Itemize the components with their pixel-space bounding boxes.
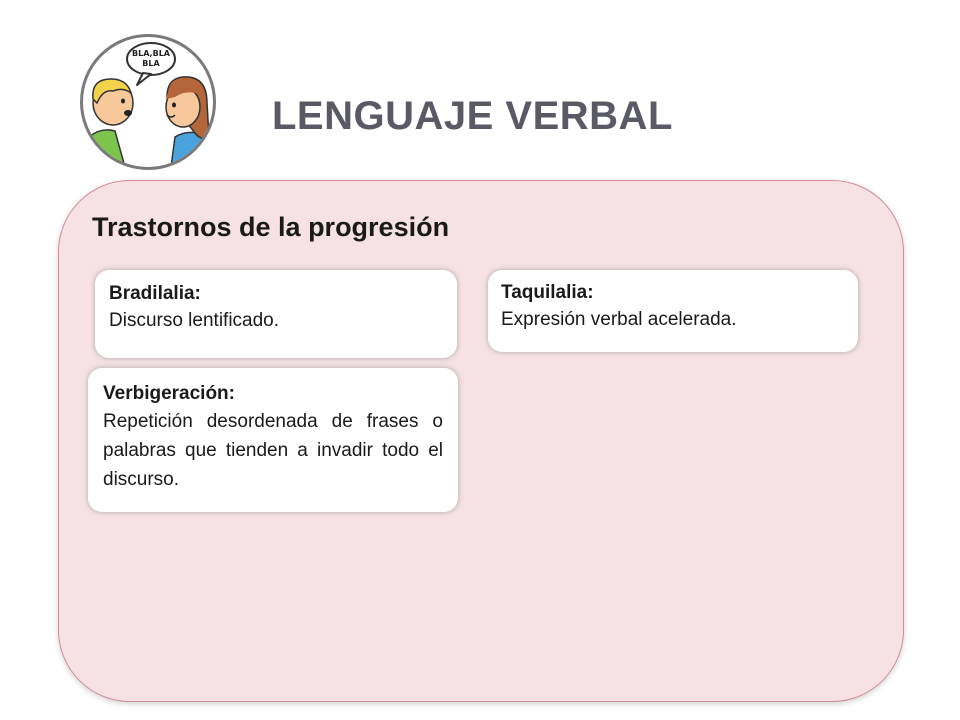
card-bradilalia bbox=[95, 270, 457, 358]
card-verbigeracion bbox=[88, 368, 458, 512]
card-taquilalia bbox=[488, 270, 858, 352]
card-title: Taquilalia: bbox=[501, 282, 594, 303]
section-heading: Trastornos de la progresión bbox=[92, 212, 450, 242]
talking-people-logo bbox=[80, 34, 216, 170]
svg-text:BLA: BLA bbox=[142, 59, 160, 68]
card-title: Bradilalia: bbox=[109, 283, 201, 304]
card-title: Verbigeración: bbox=[103, 383, 235, 404]
talking-people-icon bbox=[83, 37, 213, 167]
svg-text:BLA,BLA: BLA,BLA bbox=[132, 49, 170, 58]
card-text: Expresión verbal acelerada. bbox=[501, 309, 737, 330]
card-text: Repetición desordenada de frases o palabras que tienden a invadir todo el discurso. bbox=[103, 411, 443, 490]
card-text: Discurso lentificado. bbox=[109, 310, 280, 331]
page-title: LENGUAJE VERBAL bbox=[272, 94, 673, 138]
